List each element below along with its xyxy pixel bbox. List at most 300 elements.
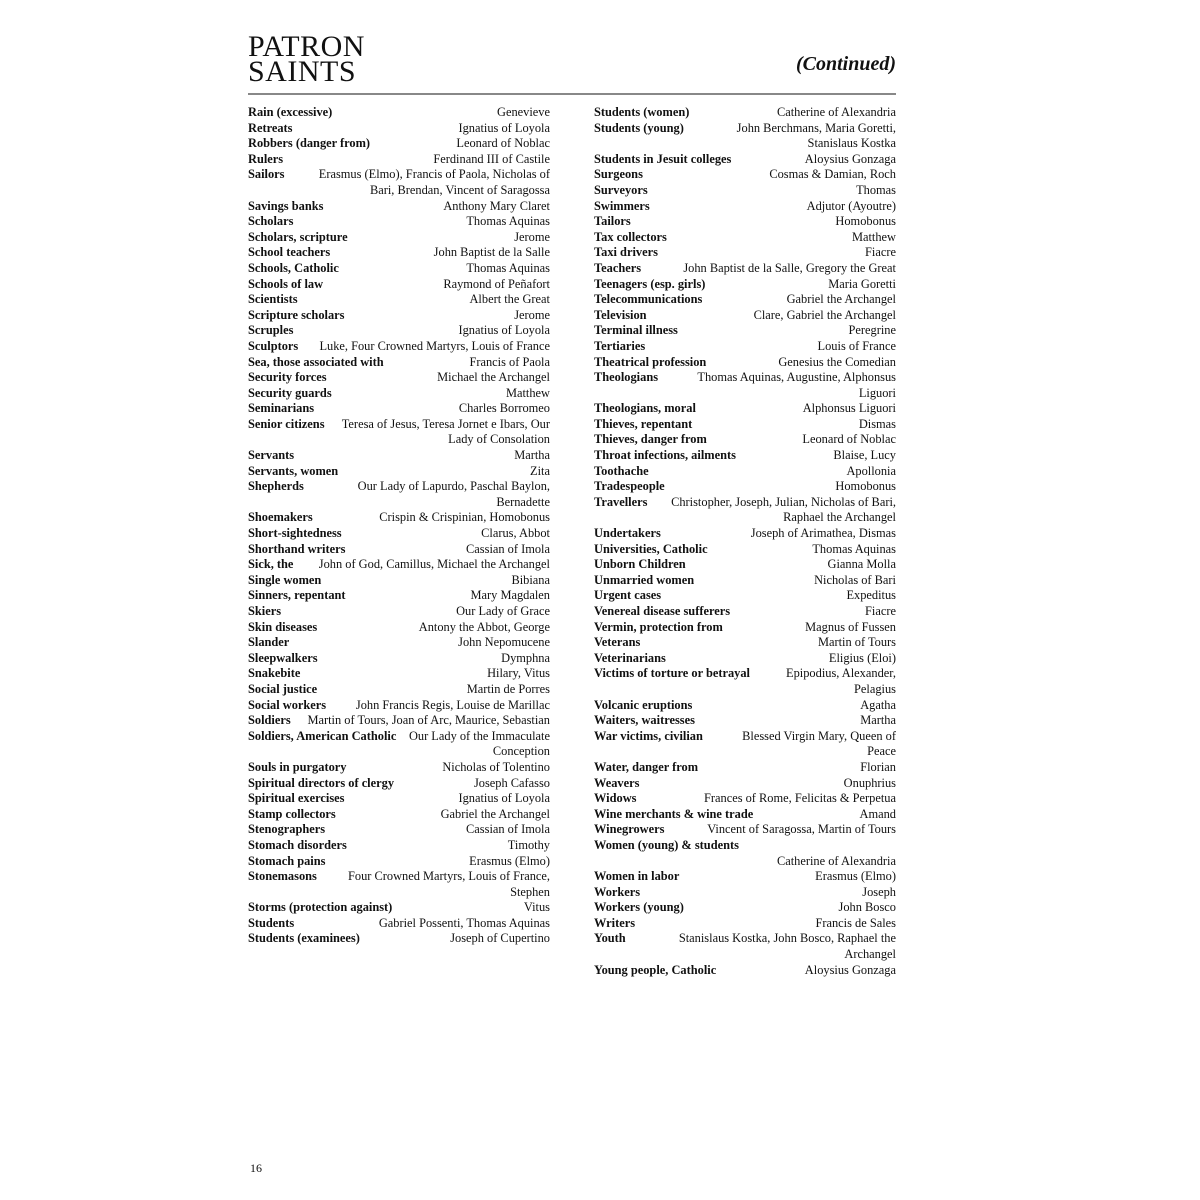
entry-saints: Agatha	[860, 697, 896, 712]
entry-saints: Gianna Molla	[827, 557, 896, 572]
entry-term: Scripture scholars	[248, 307, 345, 322]
entry-term: Travellers	[594, 494, 648, 509]
entry-saints: Thomas Aquinas, Augustine, Alphonsus Liguori	[697, 370, 896, 400]
list-item	[594, 573, 896, 589]
entry-term: Victims of torture or betrayal	[594, 666, 750, 681]
entry-term: Senior citizens	[248, 416, 325, 431]
entry-term: Souls in purgatory	[248, 759, 347, 774]
list-item	[248, 401, 550, 417]
entry-saints: Homobonus	[835, 214, 896, 229]
entry-term: Skiers	[248, 604, 282, 618]
entry-saints: Martin of Tours, Joan of Arc, Maurice, Sebastian	[307, 713, 550, 728]
list-item	[594, 963, 896, 979]
entry-saints: Vincent of Saragossa, Martin of Tours	[707, 822, 896, 837]
list-item	[248, 651, 550, 667]
list-item	[248, 370, 550, 386]
list-item	[594, 760, 896, 776]
entry-term: Young people, Catholic	[594, 962, 717, 977]
entry-saints: Cassian of Imola	[466, 541, 550, 556]
entry-saints: John Baptist de la Salle, Gregory the Great	[683, 260, 896, 275]
entry-term: Storms (protection against)	[248, 900, 393, 915]
list-item	[594, 432, 896, 448]
entry-saints: Leonard of Noblac	[802, 432, 896, 447]
list-item	[248, 916, 550, 932]
entry-term: Tailors	[594, 214, 631, 229]
entry-saints: Stanislaus Kostka, John Bosco, Raphael the Archangel	[678, 931, 896, 962]
list-item	[248, 355, 550, 371]
list-item	[248, 713, 550, 729]
entry-term: Thieves, danger from	[594, 432, 707, 447]
list-item	[248, 822, 550, 838]
list-item	[248, 573, 550, 589]
entry-saints: Eligius (Eloi)	[828, 650, 896, 665]
entry-term: Terminal illness	[594, 323, 678, 338]
title-line-2: SAINTS	[248, 55, 357, 88]
entry-saints: Louis of France	[817, 338, 896, 353]
list-item	[594, 261, 896, 277]
entry-term: Rulers	[248, 151, 284, 166]
entry-term: Robbers (danger from)	[248, 136, 371, 151]
entry-term: Students (examinees)	[248, 931, 360, 946]
list-item	[594, 822, 896, 838]
list-item	[248, 588, 550, 604]
entry-term: Stomach pains	[248, 853, 326, 868]
entry-saints: Martha	[514, 448, 550, 463]
list-item	[594, 807, 896, 823]
list-item	[594, 713, 896, 729]
entry-saints: Raymond of Peñafort	[443, 276, 550, 291]
list-item	[248, 136, 550, 152]
list-item	[594, 620, 896, 636]
entry-term: Schools of law	[248, 276, 324, 291]
entry-term: Women (young) & students	[594, 837, 739, 852]
list-item	[594, 495, 896, 526]
list-item	[594, 214, 896, 230]
entry-term: Veterinarians	[594, 650, 666, 665]
list-item	[248, 339, 550, 355]
list-item	[594, 479, 896, 495]
entry-term: Urgent cases	[594, 588, 662, 603]
continued-label: (Continued)	[795, 53, 896, 75]
entry-saints: Genevieve	[497, 105, 550, 119]
entry-saints: Francis of Paola	[469, 354, 550, 369]
entry-term: Rain (excessive)	[248, 105, 333, 119]
entry-term: Workers	[594, 884, 641, 899]
list-item	[594, 698, 896, 714]
entry-term: Widows	[594, 791, 637, 806]
entry-term: Seminarians	[248, 401, 315, 416]
list-item	[248, 807, 550, 823]
list-item	[248, 510, 550, 526]
entry-term: Sleepwalkers	[248, 650, 318, 665]
list-item	[248, 682, 550, 698]
entry-saints: Thomas Aquinas	[812, 541, 896, 556]
list-item	[248, 526, 550, 542]
entry-term: Theologians, moral	[594, 401, 696, 416]
entry-saints: Zita	[530, 463, 550, 478]
entry-saints: Thomas	[856, 182, 896, 197]
entry-saints: Our Lady of Grace	[456, 604, 550, 618]
entry-term: Toothache	[594, 463, 649, 478]
list-item	[248, 448, 550, 464]
entry-term: Scientists	[248, 292, 298, 307]
entry-saints: Aloysius Gonzaga	[804, 962, 896, 977]
entry-term: Teachers	[594, 260, 642, 275]
entry-term: Sinners, repentant	[248, 588, 346, 603]
entry-saints: Florian	[860, 759, 896, 774]
entry-saints: Erasmus (Elmo)	[469, 853, 550, 868]
entry-saints: Fiacre	[865, 604, 896, 618]
entry-saints: Homobonus	[835, 479, 896, 494]
entry-saints: Adjutor (Ayoutre)	[806, 198, 896, 213]
list-item	[248, 308, 550, 324]
list-item	[594, 401, 896, 417]
entry-saints: Magnus of Fussen	[805, 619, 896, 634]
entry-term: Short-sightedness	[248, 526, 342, 541]
list-item	[248, 261, 550, 277]
list-item	[594, 339, 896, 355]
entry-term: Sailors	[248, 167, 285, 182]
entry-term: Sculptors	[248, 338, 299, 353]
entry-saints: Antony the Abbot, George	[418, 619, 550, 634]
entry-term: Soldiers, American Catholic	[248, 728, 397, 743]
entry-saints: Michael the Archangel	[437, 370, 550, 385]
entry-saints: Ferdinand III of Castile	[433, 151, 550, 166]
entry-saints: Blessed Virgin Mary, Queen of Peace	[742, 728, 896, 759]
entry-term: Stonemasons	[248, 869, 317, 884]
list-item	[594, 448, 896, 464]
entry-term: Water, danger from	[594, 759, 699, 774]
entry-saints: Dymphna	[501, 650, 550, 665]
entry-term: Universities, Catholic	[594, 541, 708, 556]
list-item	[248, 214, 550, 230]
list-item	[594, 791, 896, 807]
list-item	[248, 323, 550, 339]
entry-term: School teachers	[248, 245, 331, 260]
entry-saints: Onuphrius	[843, 775, 896, 790]
entry-saints: Four Crowned Martyrs, Louis of France, Stephen	[347, 869, 550, 899]
list-item	[594, 167, 896, 183]
entry-saints: Expeditus	[846, 588, 896, 603]
entry-term: Weavers	[594, 775, 640, 790]
entry-term: Scholars, scripture	[248, 229, 348, 244]
entry-saints: Alphonsus Liguori	[802, 401, 896, 416]
entry-saints: Maria Goretti	[828, 276, 896, 291]
list-item	[248, 245, 550, 261]
entry-saints: Thomas Aquinas	[466, 214, 550, 229]
list-item	[594, 199, 896, 215]
entry-term: Servants, women	[248, 463, 339, 478]
entry-term: Unborn Children	[594, 557, 686, 572]
entry-saints: Joseph of Arimathea, Dismas	[750, 526, 896, 541]
entry-saints: Catherine of Alexandria	[776, 853, 896, 868]
entry-saints: Albert the Great	[469, 292, 550, 307]
entry-term: Taxi drivers	[594, 245, 658, 260]
entry-saints: Bibiana	[511, 572, 550, 587]
list-item	[248, 199, 550, 215]
entry-term: Scholars	[248, 214, 294, 229]
entry-saints: Joseph of Cupertino	[450, 931, 550, 946]
entry-saints: John Francis Regis, Louise de Marillac	[355, 697, 550, 712]
entry-saints: John Berchmans, Maria Goretti, Stanislaus Kostka	[736, 120, 896, 151]
entry-saints: Genesius the Comedian	[778, 354, 896, 369]
entry-saints: Joseph Cafasso	[473, 775, 550, 790]
entry-term: Theatrical profession	[594, 354, 707, 369]
entry-saints: Hilary, Vitus	[487, 666, 550, 681]
list-item	[594, 121, 896, 152]
list-item	[248, 620, 550, 636]
page-title	[248, 30, 365, 88]
entry-term: Sea, those associated with	[248, 354, 384, 369]
list-item	[594, 900, 896, 916]
list-item	[594, 729, 896, 760]
entry-saints: Francis de Sales	[815, 915, 896, 930]
entry-term: Spiritual exercises	[248, 791, 345, 806]
entry-term: Stenographers	[248, 822, 326, 837]
entry-saints: Gabriel the Archangel	[440, 806, 550, 821]
list-item	[248, 417, 550, 448]
entry-saints: Jerome	[514, 307, 550, 322]
list-item	[248, 854, 550, 870]
entry-saints: Ignatius of Loyola	[458, 120, 550, 135]
list-item	[594, 776, 896, 792]
entry-saints: Nicholas of Bari	[814, 572, 896, 587]
entry-saints: Cassian of Imola	[466, 822, 550, 837]
list-item	[248, 121, 550, 137]
entry-term: Schools, Catholic	[248, 260, 339, 275]
list-item	[248, 729, 550, 760]
entry-term: Shoemakers	[248, 510, 313, 525]
list-item	[594, 526, 896, 542]
entry-term: Servants	[248, 448, 295, 463]
entry-term: Tertiaries	[594, 338, 646, 353]
entry-saints: Matthew	[851, 229, 896, 244]
entry-saints: Gabriel Possenti, Thomas Aquinas	[378, 915, 550, 930]
entry-term: Women in labor	[594, 869, 680, 884]
list-item	[594, 464, 896, 480]
entry-term: Social workers	[248, 697, 327, 712]
list-item	[248, 776, 550, 792]
list-item	[248, 557, 550, 573]
list-item	[594, 105, 896, 121]
entry-term: Shepherds	[248, 479, 304, 494]
entry-term: Writers	[594, 915, 636, 930]
entry-term: Unmarried women	[594, 572, 695, 587]
list-item	[248, 230, 550, 246]
list-item	[248, 105, 550, 121]
entry-term: Waiters, waitresses	[594, 713, 695, 728]
entry-saints: Erasmus (Elmo), Francis of Paola, Nicholas of Bari, Brendan, Vincent of Saragossa	[318, 167, 550, 197]
entry-saints: Catherine of Alexandria	[776, 105, 896, 119]
list-item	[594, 916, 896, 932]
list-item	[248, 931, 550, 947]
entry-term: Students (women)	[594, 105, 690, 119]
list-item	[248, 292, 550, 308]
entry-saints: Ignatius of Loyola	[458, 791, 550, 806]
entry-saints: Nicholas of Tolentino	[442, 759, 550, 774]
entry-term: Tax collectors	[594, 229, 667, 244]
list-item	[594, 152, 896, 168]
entry-term: Winegrowers	[594, 822, 665, 837]
entry-term: Veterans	[594, 635, 641, 650]
entry-term: Teenagers (esp. girls)	[594, 276, 706, 291]
entry-term: Venereal disease sufferers	[594, 604, 731, 618]
entry-term: Telecommunications	[594, 292, 703, 307]
list-item	[248, 900, 550, 916]
entry-saints: Matthew	[505, 385, 550, 400]
entry-term: Shorthand writers	[248, 541, 346, 556]
entry-term: Snakebite	[248, 666, 301, 681]
list-item	[594, 885, 896, 901]
entry-term: Students (young)	[594, 120, 684, 135]
entry-saints: Teresa of Jesus, Teresa Jornet e Ibars, Our Lady of Consolation	[341, 416, 550, 447]
header-rule	[248, 93, 896, 95]
entry-term: Youth	[594, 931, 626, 946]
page-header	[248, 32, 896, 96]
entry-saints: John of God, Camillus, Michael the Archangel	[318, 557, 550, 572]
entry-term: Skin diseases	[248, 619, 318, 634]
list-item	[594, 292, 896, 308]
list-item	[248, 791, 550, 807]
entry-saints: Martha	[860, 713, 896, 728]
entry-term: Single women	[248, 572, 322, 587]
entry-term: Sick, the	[248, 557, 294, 572]
entry-term: Students	[248, 915, 295, 930]
entry-term: Students in Jesuit colleges	[594, 151, 732, 166]
entry-saints: Clare, Gabriel the Archangel	[753, 307, 896, 322]
list-item	[594, 838, 896, 869]
entry-term: Volcanic eruptions	[594, 697, 693, 712]
entry-saints: Aloysius Gonzaga	[804, 151, 896, 166]
title-line-1: PATRON	[248, 30, 365, 63]
entry-term: Wine merchants & wine trade	[594, 806, 754, 821]
list-item	[248, 152, 550, 168]
list-item	[594, 245, 896, 261]
entry-saints: Apollonia	[846, 463, 896, 478]
entry-saints: Peregrine	[848, 323, 896, 338]
list-item	[594, 183, 896, 199]
entry-saints: Christopher, Joseph, Julian, Nicholas of Bari, Raphael the Archangel	[671, 494, 896, 525]
entry-saints: Clarus, Abbot	[481, 526, 550, 541]
entry-saints: John Nepomucene	[458, 635, 550, 650]
entry-term: Swimmers	[594, 198, 650, 213]
entry-saints: Dismas	[858, 416, 896, 431]
entry-saints: John Baptist de la Salle	[433, 245, 550, 260]
list-item	[248, 760, 550, 776]
entry-term: War victims, civilian	[594, 728, 703, 743]
list-item	[594, 370, 896, 401]
entry-saints: Amand	[859, 806, 896, 821]
list-item	[248, 604, 550, 620]
list-item	[248, 635, 550, 651]
entry-saints: Leonard of Noblac	[456, 136, 550, 151]
page-number: 16	[250, 1161, 262, 1175]
list-item	[594, 308, 896, 324]
entry-saints: Cosmas & Damian, Roch	[769, 167, 896, 182]
list-item	[248, 479, 550, 510]
entry-saints: Vitus	[523, 900, 550, 915]
entry-saints: Our Lady of Lapurdo, Paschal Baylon, Bernadette	[357, 479, 550, 509]
entry-term: Surgeons	[594, 167, 643, 182]
entry-term: Security guards	[248, 385, 332, 400]
right-column	[594, 105, 896, 978]
list-item	[594, 557, 896, 573]
list-item	[248, 666, 550, 682]
list-item	[594, 277, 896, 293]
entry-saints: Crispin & Crispinian, Homobonus	[379, 510, 550, 525]
entry-term: Savings banks	[248, 198, 324, 213]
list-item	[248, 464, 550, 480]
list-item	[594, 869, 896, 885]
entry-saints: Jerome	[514, 229, 550, 244]
entry-term: Throat infections, ailments	[594, 448, 736, 463]
list-item	[594, 588, 896, 604]
entry-saints: Fiacre	[865, 245, 896, 260]
entry-saints: Erasmus (Elmo)	[815, 869, 896, 884]
list-item	[594, 230, 896, 246]
list-item	[248, 386, 550, 402]
entry-term: Vermin, protection from	[594, 619, 723, 634]
list-item	[594, 417, 896, 433]
entry-saints: Charles Borromeo	[458, 401, 550, 416]
entry-saints: Luke, Four Crowned Martyrs, Louis of France	[319, 338, 550, 353]
entry-term: Stomach disorders	[248, 837, 347, 852]
entry-saints: Blaise, Lucy	[833, 448, 896, 463]
list-item	[594, 323, 896, 339]
entry-saints: Thomas Aquinas	[466, 260, 550, 275]
list-item	[594, 355, 896, 371]
list-item	[248, 542, 550, 558]
entry-term: Stamp collectors	[248, 806, 336, 821]
entry-term: Social justice	[248, 681, 318, 696]
entry-saints: Epipodius, Alexander, Pelagius	[786, 666, 896, 696]
entry-saints: Joseph	[862, 884, 896, 899]
entry-saints: Gabriel the Archangel	[786, 292, 896, 307]
entry-term: Scruples	[248, 323, 294, 338]
entry-term: Undertakers	[594, 526, 661, 541]
entry-term: Slander	[248, 635, 290, 650]
entry-saints: Timothy	[507, 837, 550, 852]
list-item	[248, 167, 550, 198]
list-item	[248, 869, 550, 900]
entry-saints: John Bosco	[838, 900, 896, 915]
list-item	[248, 698, 550, 714]
entry-term: Spiritual directors of clergy	[248, 775, 395, 790]
entry-term: Thieves, repentant	[594, 416, 693, 431]
list-item	[248, 277, 550, 293]
entry-term: Retreats	[248, 120, 293, 135]
entry-saints: Martin of Tours	[817, 635, 896, 650]
entry-term: Soldiers	[248, 713, 291, 728]
entry-saints: Frances of Rome, Felicitas & Perpetua	[703, 791, 896, 806]
entry-term: Surveyors	[594, 182, 648, 197]
entry-saints: Anthony Mary Claret	[443, 198, 550, 213]
list-item	[594, 542, 896, 558]
list-item	[248, 838, 550, 854]
entry-term: Security forces	[248, 370, 327, 385]
entry-term: Theologians	[594, 370, 659, 385]
list-item	[594, 604, 896, 620]
entry-saints: Martin de Porres	[466, 681, 550, 696]
left-column	[248, 105, 550, 947]
list-item	[594, 666, 896, 697]
entry-saints: Ignatius of Loyola	[458, 323, 550, 338]
entry-saints: Our Lady of the Immaculate Conception	[408, 728, 550, 759]
entry-saints: Mary Magdalen	[470, 588, 550, 603]
list-item	[594, 931, 896, 962]
entry-term: Workers (young)	[594, 900, 684, 915]
entry-term: Television	[594, 307, 647, 322]
